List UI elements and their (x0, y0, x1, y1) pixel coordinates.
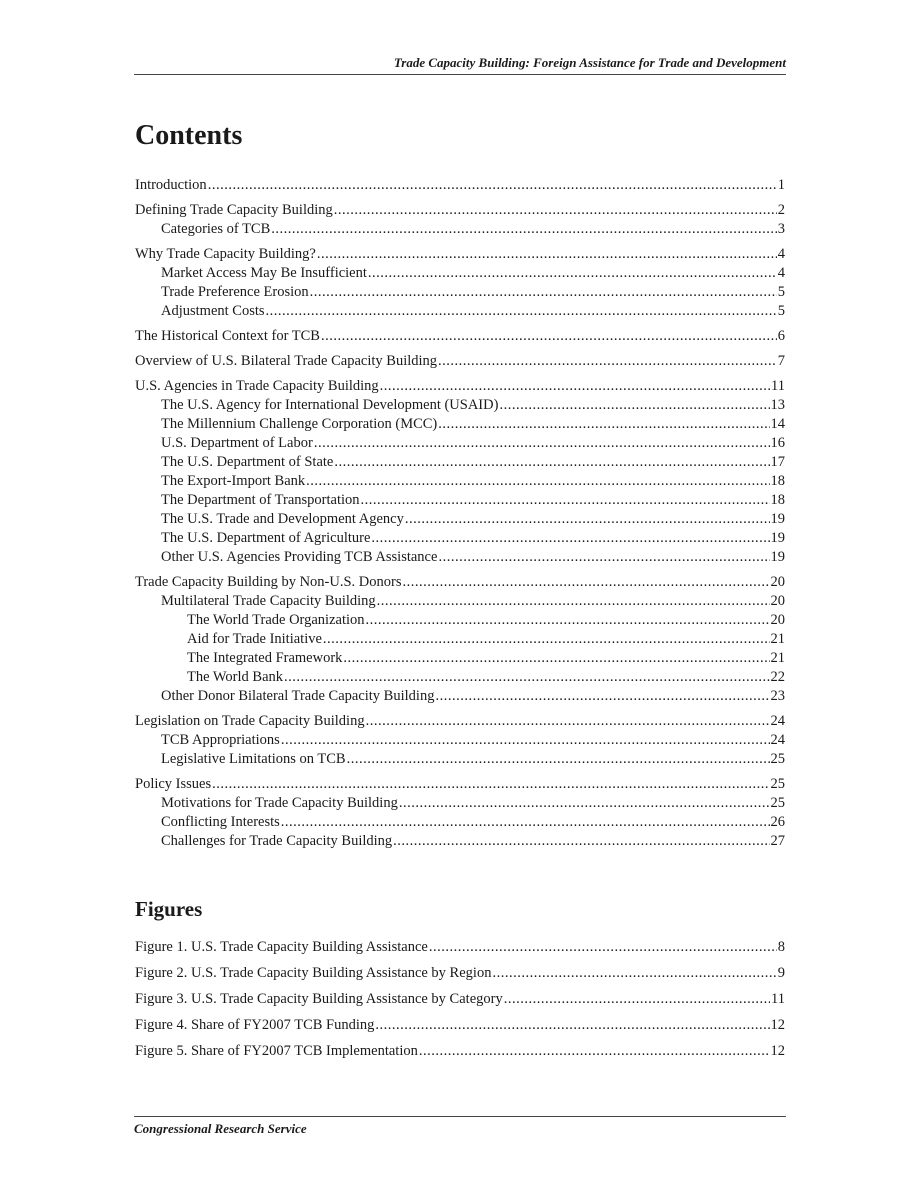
toc-entry-page: 25 (770, 776, 785, 792)
dot-leader (271, 220, 776, 239)
toc-entry-title: Legislative Limitations on TCB (161, 751, 346, 767)
toc-entry[interactable] (135, 377, 785, 396)
toc-entry-title: The Historical Context for TCB (135, 328, 320, 344)
toc-entry-page: 20 (770, 574, 785, 590)
toc-entry-title: Figure 1. U.S. Trade Capacity Building Assistance (135, 939, 428, 955)
dot-leader (393, 832, 769, 851)
dot-leader (429, 938, 777, 957)
toc-entry-title: The U.S. Department of Agriculture (161, 530, 371, 546)
toc-entry-title: Why Trade Capacity Building? (135, 246, 316, 262)
toc-entry-title: Figure 4. Share of FY2007 TCB Funding (135, 1017, 375, 1033)
toc-entry-title: TCB Appropriations (161, 732, 280, 748)
dot-leader (438, 548, 769, 567)
toc-entry[interactable] (135, 352, 785, 371)
figure-entry[interactable] (135, 1042, 785, 1061)
toc-entry-page: 19 (770, 530, 785, 546)
toc-entry[interactable] (135, 813, 785, 832)
toc-entry[interactable] (135, 453, 785, 472)
dot-leader (371, 529, 769, 548)
toc-entry-title: The World Trade Organization (187, 612, 365, 628)
dot-leader (284, 668, 769, 687)
toc-entry-page: 1 (777, 177, 785, 193)
figure-entry[interactable] (135, 1016, 785, 1035)
toc-entry-title: Figure 3. U.S. Trade Capacity Building Assistance by Category (135, 991, 503, 1007)
toc-entry-page: 17 (770, 454, 785, 470)
toc-entry-page: 18 (770, 492, 785, 508)
toc-entry-page: 16 (770, 435, 785, 451)
toc-entry-page: 26 (770, 814, 785, 830)
dot-leader (438, 352, 777, 371)
toc-entry-page: 4 (777, 246, 785, 262)
toc-entry-title: Overview of U.S. Bilateral Trade Capacity Building (135, 353, 438, 369)
toc-entry-title: Defining Trade Capacity Building (135, 202, 333, 218)
figure-entry[interactable] (135, 938, 785, 957)
toc-entry-title: Trade Preference Erosion (161, 284, 309, 300)
toc-entry-title: The U.S. Trade and Development Agency (161, 511, 404, 527)
toc-entry-page: 20 (770, 593, 785, 609)
toc-entry-page: 19 (770, 511, 785, 527)
toc-entry-page: 22 (770, 669, 785, 685)
toc-entry-page: 6 (777, 328, 785, 344)
toc-entry-page: 7 (777, 353, 785, 369)
figures-heading: Figures (135, 897, 203, 921)
dot-leader (334, 453, 769, 472)
toc-entry-title: Other Donor Bilateral Trade Capacity Building (161, 688, 435, 704)
toc-entry-title: Categories of TCB (161, 221, 271, 237)
dot-leader (310, 283, 777, 302)
toc-entry[interactable] (135, 302, 785, 321)
toc-entry-title: Multilateral Trade Capacity Building (161, 593, 376, 609)
toc-entry-page: 20 (770, 612, 785, 628)
toc-entry-page: 24 (770, 732, 785, 748)
dot-leader (405, 510, 770, 529)
toc-entry-page: 21 (770, 650, 785, 666)
toc-entry[interactable] (135, 434, 785, 453)
dot-leader (403, 573, 770, 592)
table-of-contents (135, 176, 785, 851)
toc-entry-title: Conflicting Interests (161, 814, 280, 830)
running-header: Trade Capacity Building: Foreign Assistance for Trade and Development (134, 55, 786, 75)
toc-entry-title: Adjustment Costs (161, 303, 265, 319)
toc-entry-page: 2 (777, 202, 785, 218)
dot-leader (208, 176, 777, 195)
toc-entry-page: 11 (771, 991, 785, 1007)
toc-entry-title: Figure 5. Share of FY2007 TCB Implementation (135, 1043, 418, 1059)
dot-leader (366, 611, 770, 630)
toc-entry-page: 5 (777, 303, 785, 319)
dot-leader (323, 630, 770, 649)
toc-entry[interactable] (135, 548, 785, 567)
toc-entry-page: 12 (770, 1017, 785, 1033)
toc-entry[interactable] (135, 245, 785, 264)
toc-entry-page: 8 (777, 939, 785, 955)
toc-entry-title: The Department of Transportation (161, 492, 360, 508)
toc-entry-title: Challenges for Trade Capacity Building (161, 833, 393, 849)
contents-heading: Contents (135, 120, 243, 151)
page-footer: Congressional Research Service (134, 1116, 786, 1137)
toc-entry-page: 25 (770, 751, 785, 767)
toc-entry[interactable] (135, 201, 785, 220)
toc-entry[interactable] (135, 731, 785, 750)
toc-entry-title: The World Bank (187, 669, 284, 685)
toc-entry-title: Market Access May Be Insufficient (161, 265, 367, 281)
dot-leader (306, 472, 769, 491)
figure-entry[interactable] (135, 964, 785, 983)
toc-entry[interactable] (135, 510, 785, 529)
toc-entry[interactable] (135, 283, 785, 302)
toc-entry[interactable] (135, 794, 785, 813)
toc-entry[interactable] (135, 415, 785, 434)
toc-entry[interactable] (135, 264, 785, 283)
toc-entry-title: The U.S. Agency for International Development (USAID) (161, 397, 499, 413)
dot-leader (314, 434, 770, 453)
toc-entry-title: The U.S. Department of State (161, 454, 334, 470)
toc-entry[interactable] (135, 592, 785, 611)
dot-leader (361, 491, 770, 510)
toc-entry[interactable] (135, 687, 785, 706)
toc-entry[interactable] (135, 832, 785, 851)
toc-entry-title: The Integrated Framework (187, 650, 343, 666)
dot-leader (281, 813, 770, 832)
toc-entry-page: 19 (770, 549, 785, 565)
toc-entry[interactable] (135, 220, 785, 239)
toc-entry[interactable] (135, 775, 785, 794)
toc-entry-title: The Export-Import Bank (161, 473, 306, 489)
dot-leader (334, 201, 777, 220)
toc-entry-page: 12 (770, 1043, 785, 1059)
toc-entry-page: 5 (777, 284, 785, 300)
dot-leader (438, 415, 769, 434)
toc-entry-page: 13 (770, 397, 785, 413)
toc-entry-title: Policy Issues (135, 776, 212, 792)
toc-entry-title: Legislation on Trade Capacity Building (135, 713, 365, 729)
toc-entry-page: 9 (777, 965, 785, 981)
dot-leader (281, 731, 770, 750)
toc-entry-title: Other U.S. Agencies Providing TCB Assistance (161, 549, 438, 565)
toc-entry-title: Motivations for Trade Capacity Building (161, 795, 398, 811)
toc-entry-page: 23 (770, 688, 785, 704)
toc-entry[interactable] (135, 327, 785, 346)
dot-leader (419, 1042, 770, 1061)
toc-entry-page: 11 (771, 378, 785, 394)
toc-entry-title: Aid for Trade Initiative (187, 631, 322, 647)
dot-leader (499, 396, 769, 415)
dot-leader (492, 964, 776, 983)
dot-leader (377, 592, 770, 611)
dot-leader (343, 649, 769, 668)
toc-entry-title: The Millennium Challenge Corporation (MCC) (161, 416, 438, 432)
toc-entry[interactable] (135, 472, 785, 491)
dot-leader (321, 327, 777, 346)
toc-entry-page: 18 (770, 473, 785, 489)
toc-entry[interactable] (135, 611, 785, 630)
dot-leader (380, 377, 770, 396)
dot-leader (212, 775, 769, 794)
toc-entry-page: 27 (770, 833, 785, 849)
dot-leader (266, 302, 777, 321)
toc-entry-title: Introduction (135, 177, 207, 193)
toc-entry[interactable] (135, 649, 785, 668)
toc-entry-page: 25 (770, 795, 785, 811)
toc-entry-title: U.S. Department of Labor (161, 435, 313, 451)
toc-entry-title: Trade Capacity Building by Non-U.S. Donors (135, 574, 402, 590)
dot-leader (347, 750, 770, 769)
toc-entry[interactable] (135, 396, 785, 415)
toc-entry[interactable] (135, 630, 785, 649)
dot-leader (317, 245, 777, 264)
dot-leader (375, 1016, 769, 1035)
toc-entry-page: 21 (770, 631, 785, 647)
figure-entry[interactable] (135, 990, 785, 1009)
dot-leader (366, 712, 770, 731)
toc-entry-page: 14 (770, 416, 785, 432)
dot-leader (504, 990, 770, 1009)
toc-entry[interactable] (135, 668, 785, 687)
toc-entry-page: 4 (777, 265, 785, 281)
toc-entry-page: 24 (770, 713, 785, 729)
toc-entry[interactable] (135, 750, 785, 769)
toc-entry[interactable] (135, 712, 785, 731)
toc-entry[interactable] (135, 573, 785, 592)
toc-entry-title: Figure 2. U.S. Trade Capacity Building Assistance by Region (135, 965, 492, 981)
toc-entry-title: U.S. Agencies in Trade Capacity Building (135, 378, 379, 394)
toc-entry[interactable] (135, 529, 785, 548)
toc-entry[interactable] (135, 176, 785, 195)
toc-entry-page: 3 (777, 221, 785, 237)
list-of-figures (135, 938, 785, 1068)
dot-leader (435, 687, 769, 706)
dot-leader (399, 794, 770, 813)
toc-entry[interactable] (135, 491, 785, 510)
dot-leader (368, 264, 777, 283)
